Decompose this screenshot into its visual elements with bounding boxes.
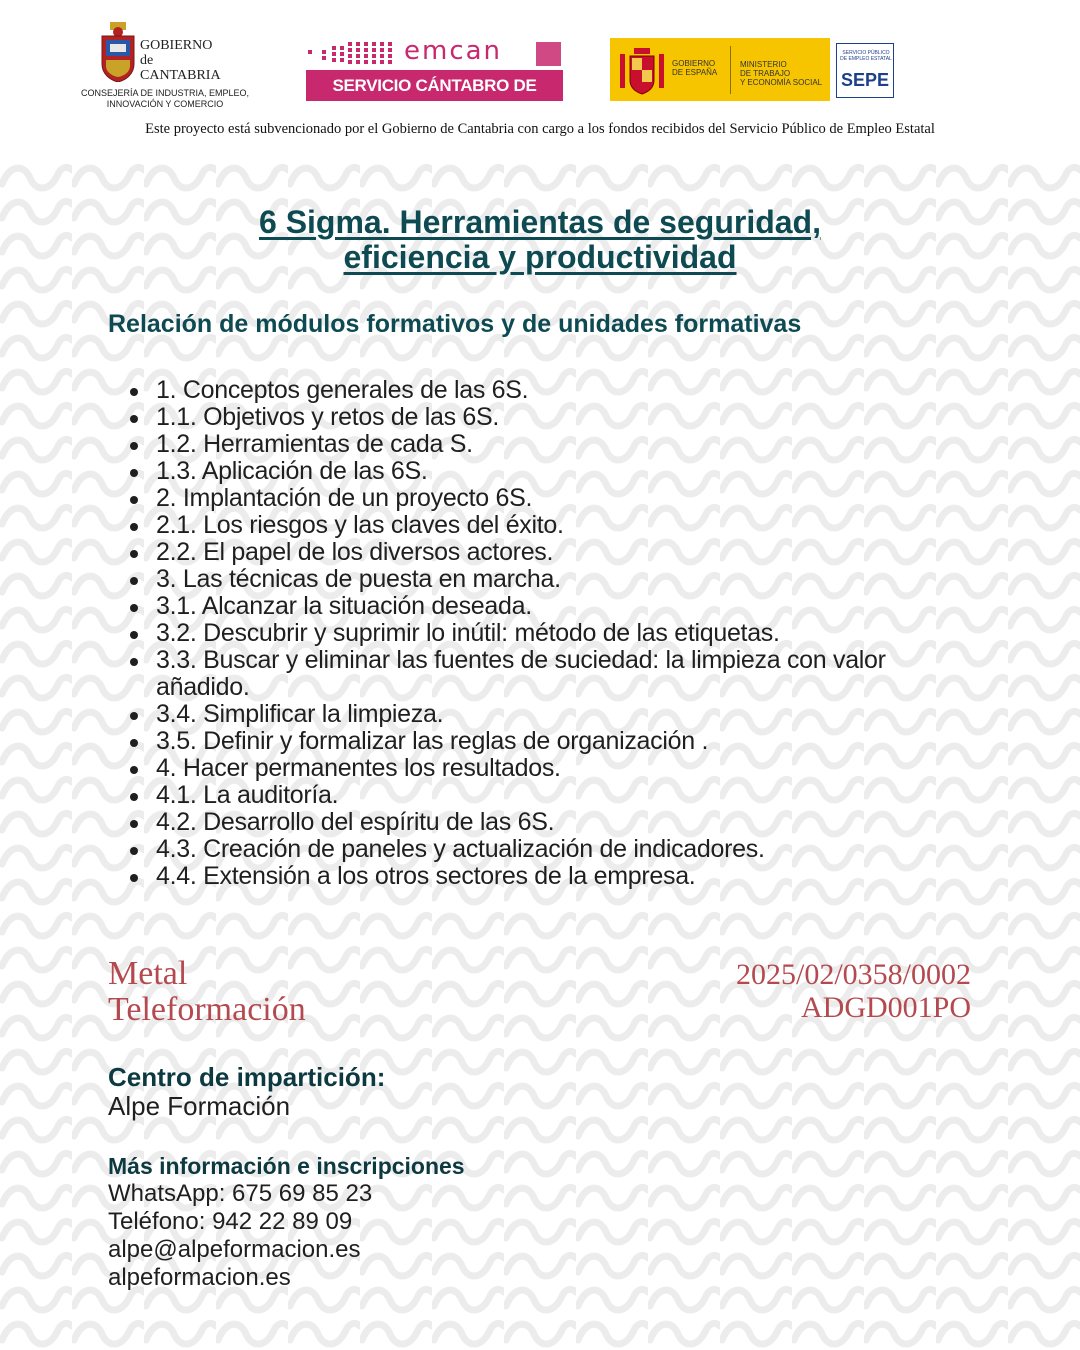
list-item: 4.4. Extensión a los otros sectores de la empresa. (108, 863, 948, 890)
course-codes (736, 958, 971, 1024)
course-sector: Metal (108, 955, 188, 992)
course-title (130, 205, 950, 275)
list-item: 2.1. Los riesgos y las claves del éxito. (108, 512, 948, 539)
list-item: 3.1. Alcanzar la situación deseada. (108, 593, 948, 620)
list-item: 3. Las técnicas de puesta en marcha. (108, 566, 948, 593)
list-item: 4.1. La auditoría. (108, 782, 948, 809)
cantabria-department: CONSEJERÍA DE INDUSTRIA, EMPLEO, INNOVACIÓN Y COMERCIO (80, 88, 250, 109)
file-code: 2025/02/0358/0002 (735, 958, 971, 991)
emcan-wordmark: emcan (404, 36, 503, 66)
whatsapp-contact[interactable]: WhatsApp: 675 69 85 23 (108, 1180, 373, 1207)
sepe-subtitle: SERVICIO PÚBLICO DE EMPLEO ESTATAL (840, 50, 892, 62)
course-code: ADGD001PO (800, 991, 971, 1024)
emcan-band: SERVICIO CÁNTABRO DE EMPLEO (306, 70, 563, 101)
list-item: 3.3. Buscar y eliminar las fuentes de suciedad: la limpieza con valor añadido. (108, 647, 948, 701)
spain-government-text: GOBIERNO DE ESPAÑA (672, 59, 718, 77)
course-title-line-1: 6 Sigma. Herramientas de seguridad, (259, 204, 821, 240)
course-area (108, 956, 306, 1028)
list-item: 4.2. Desarrollo del espíritu de las 6S. (108, 809, 948, 836)
list-item: 1.3. Aplicación de las 6S. (108, 458, 948, 485)
list-item: 2. Implantación de un proyecto 6S. (108, 485, 948, 512)
list-item: 4.3. Creación de paneles y actualización de indicadores. (108, 836, 948, 863)
list-item: 3.4. Simplificar la limpieza. (108, 701, 948, 728)
list-item: 3.2. Descubrir y suprimir lo inútil: método de las etiquetas. (108, 620, 948, 647)
list-item: 1.1. Objetivos y retos de las 6S. (108, 404, 948, 431)
email-link[interactable]: alpe@alpeformacion.es (108, 1236, 361, 1263)
contact-heading: Más información e inscripciones (108, 1153, 465, 1179)
sepe-wordmark: SEPE (840, 70, 890, 90)
modules-list (108, 377, 948, 890)
funding-note: Este proyecto está subvencionado por el Gobierno de Cantabria con cargo a los fondos recibidos del Servicio Público de Empleo Estatal (145, 121, 935, 137)
center-name: Alpe Formación (108, 1091, 291, 1121)
cantabria-name: GOBIERNO de CANTABRIA (140, 38, 221, 83)
list-item: 1. Conceptos generales de las 6S. (108, 377, 948, 404)
modules-heading: Relación de módulos formativos y de unidades formativas (108, 310, 802, 338)
course-title-line-2: eficiencia y productividad (343, 239, 737, 275)
list-item: 4. Hacer permanentes los resultados. (108, 755, 948, 782)
list-item: 2.2. El papel de los diversos actores. (108, 539, 948, 566)
list-item: 3.5. Definir y formalizar las reglas de organización . (108, 728, 948, 755)
list-item: 1.2. Herramientas de cada S. (108, 431, 948, 458)
phone-contact[interactable]: Teléfono: 942 22 89 09 (108, 1208, 353, 1235)
spain-ministry-text: MINISTERIO DE TRABAJO Y ECONOMÍA SOCIAL (740, 60, 823, 87)
center-heading: Centro de impartición: (108, 1062, 386, 1092)
website-link[interactable]: alpeformacion.es (108, 1264, 291, 1291)
course-modality: Teleformación (108, 991, 306, 1028)
